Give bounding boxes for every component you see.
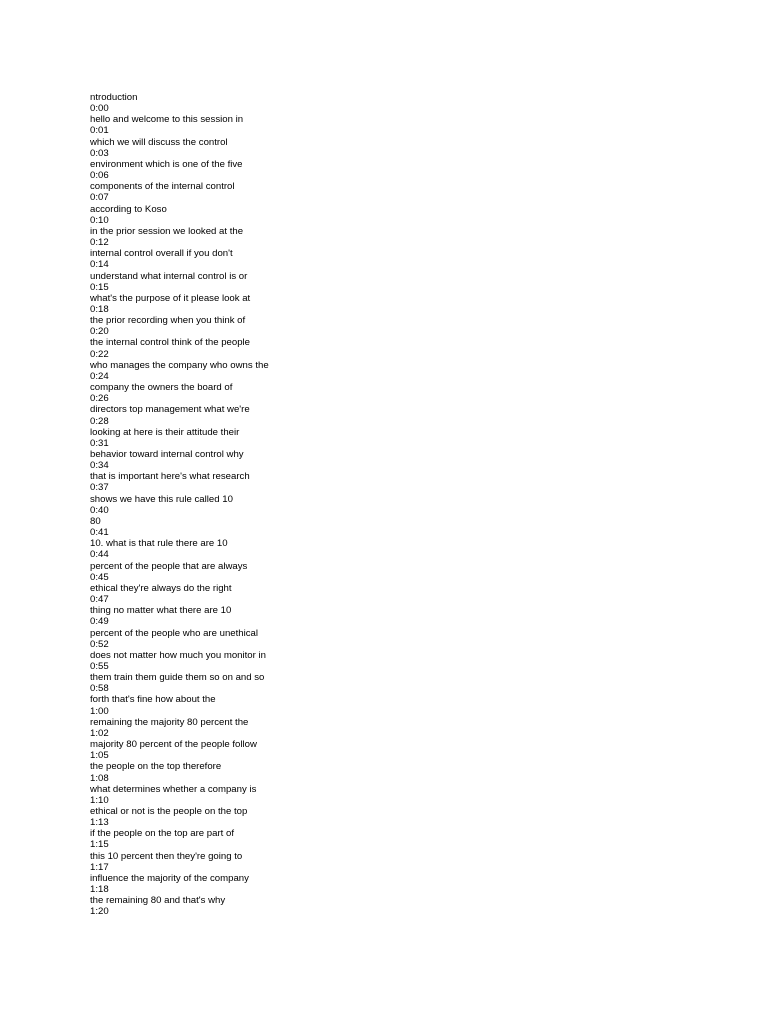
transcript-text-line: shows we have this rule called 10 [90, 493, 233, 505]
transcript-timestamp: 0:03 [90, 147, 109, 159]
transcript-lines [90, 92, 710, 918]
transcript-timestamp: 0:12 [90, 237, 109, 249]
transcript-text-line: environment which is one of the five [90, 158, 243, 170]
transcript-text-line: what's the purpose of it please look at [90, 292, 251, 304]
transcript-timestamp: 1:02 [90, 727, 109, 739]
transcript-timestamp: 0:34 [90, 460, 109, 472]
transcript-timestamp: 0:31 [90, 437, 109, 449]
transcript-timestamp: 0:06 [90, 170, 109, 182]
transcript-text-line: behavior toward internal control why [90, 449, 244, 460]
transcript-text-line: who manages the company who owns the [90, 359, 269, 371]
transcript-text-line: hello and welcome to this session in [90, 114, 244, 126]
transcript-timestamp: 0:01 [90, 125, 109, 137]
transcript-timestamp: 0:26 [90, 393, 109, 405]
transcript-text-line: ethical or not is the people on the top [90, 806, 248, 817]
transcript-timestamp: 0:37 [90, 482, 109, 494]
transcript-text-line: the people on the top therefore [90, 761, 222, 773]
transcript-text-line: in the prior session we looked at the [90, 225, 244, 237]
transcript-text-line: thing no matter what there are 10 [90, 605, 232, 617]
transcript-text-line: components of the internal control [90, 181, 235, 193]
transcript-timestamp: 0:15 [90, 281, 109, 293]
transcript-text-line: this 10 percent then they're going to [90, 850, 243, 862]
transcript-text-line: remaining the majority 80 percent the [90, 716, 249, 728]
transcript-timestamp: 0:18 [90, 303, 109, 315]
transcript-timestamp: 1:18 [90, 884, 109, 896]
transcript-timestamp: 1:13 [90, 817, 109, 829]
transcript-text-line: ethical they're always do the right [90, 582, 232, 594]
transcript-timestamp: 1:15 [90, 839, 109, 851]
transcript-timestamp: 1:08 [90, 772, 109, 784]
transcript-timestamp: 1:00 [90, 705, 109, 717]
transcript-timestamp: 0:22 [90, 348, 109, 360]
transcript-text-line: looking at here is their attitude their [90, 426, 240, 438]
transcript-text-line: 10. what is that rule there are 10 [90, 538, 228, 550]
transcript-timestamp: 0:00 [90, 103, 109, 115]
transcript-timestamp: 0:52 [90, 638, 109, 650]
transcript-timestamp: 0:20 [90, 326, 109, 338]
transcript-timestamp: 0:49 [90, 616, 109, 628]
transcript-timestamp: 0:14 [90, 259, 109, 271]
transcript-timestamp: 0:47 [90, 594, 109, 606]
transcript-timestamp: 0:58 [90, 683, 109, 695]
transcript-text-line: forth that's fine how about the [90, 694, 216, 706]
transcript-timestamp: 1:20 [90, 906, 109, 918]
transcript-text-line: influence the majority of the company [90, 872, 249, 884]
transcript-page [90, 92, 710, 918]
transcript-text-line: the internal control think of the people [90, 337, 251, 349]
transcript-timestamp: 0:24 [90, 370, 109, 382]
transcript-text-line: them train them guide them so on and so [90, 672, 265, 684]
transcript-timestamp: 0:55 [90, 660, 109, 672]
transcript-timestamp: 1:17 [90, 861, 109, 873]
transcript-text-line: which we will discuss the control [90, 136, 228, 148]
transcript-timestamp: 0:07 [90, 192, 109, 204]
transcript-text-line: the prior recording when you think of [90, 315, 246, 327]
transcript-text-line: majority 80 percent of the people follow [90, 739, 257, 751]
transcript-text-line: directors top management what we're [90, 404, 250, 416]
transcript-text-line: does not matter how much you monitor in [90, 649, 266, 661]
transcript-timestamp: 0:45 [90, 571, 109, 583]
transcript-text-line: what determines whether a company is [90, 783, 257, 795]
transcript-text-line: that is important here's what research [90, 471, 250, 483]
transcript-text-line: the remaining 80 and that's why [90, 895, 226, 907]
transcript-timestamp: 0:44 [90, 549, 109, 561]
transcript-text-line: ntroduction [90, 92, 138, 103]
transcript-text-line: company the owners the board of [90, 382, 233, 394]
transcript-timestamp: 0:40 [90, 504, 109, 516]
transcript-timestamp: 1:10 [90, 794, 109, 806]
transcript-timestamp: 1:05 [90, 750, 109, 762]
transcript-timestamp: 0:28 [90, 415, 109, 427]
transcript-text-line: understand what internal control is or [90, 270, 248, 282]
transcript-text-line: according to Koso [90, 203, 167, 215]
transcript-text-line: percent of the people that are always [90, 560, 248, 572]
transcript-text-line: percent of the people who are unethical [90, 627, 259, 639]
transcript-text-line: if the people on the top are part of [90, 828, 235, 840]
transcript-timestamp: 0:41 [90, 527, 109, 539]
transcript-timestamp: 0:10 [90, 214, 109, 226]
transcript-text-line: 80 [90, 515, 101, 527]
transcript-text-line: internal control overall if you don't [90, 248, 233, 260]
